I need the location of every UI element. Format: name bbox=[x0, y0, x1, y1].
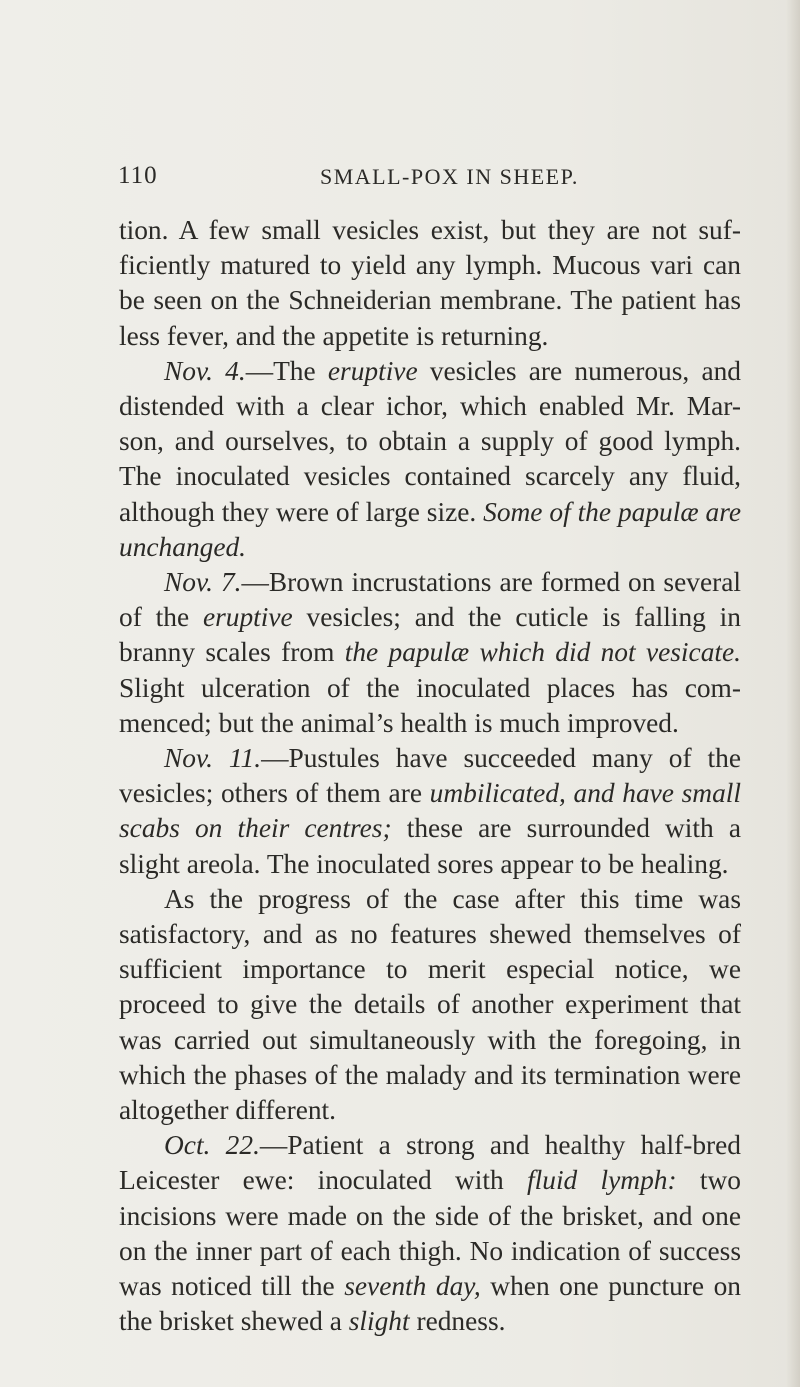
text-run: Slight ulceration of the inoculated places has com-menced; but the animal’s health is much improved. bbox=[119, 672, 741, 738]
text-run: vesicles; and the cuticle is falling in branny scales from bbox=[119, 602, 741, 668]
text-run: —Patient a strong and healthy half-bred Leicester ewe: inoculated with bbox=[119, 1130, 741, 1196]
italic-text: umbilicated, and have small scabs on their centres; bbox=[119, 778, 741, 844]
italic-text: Some of the papulæ are unchanged. bbox=[119, 496, 741, 562]
running-head bbox=[118, 162, 758, 198]
running-title: SMALL-POX IN SHEEP. bbox=[320, 164, 579, 189]
italic-text: eruptive bbox=[202, 602, 293, 633]
italic-text: Nov. 4. bbox=[164, 355, 246, 386]
italic-text: eruptive bbox=[327, 355, 418, 386]
page-number: 110 bbox=[118, 162, 158, 189]
text-run: —The bbox=[245, 355, 328, 386]
text-run: —Pustules have succeeded many of the vesicles; others of them are bbox=[119, 743, 741, 809]
text-run: —Brown incrustations are formed on several of the bbox=[119, 567, 741, 633]
paragraph-1 bbox=[119, 213, 741, 354]
text-run: when one puncture on the brisket shewed a bbox=[119, 1271, 741, 1337]
italic-text: Oct. 22. bbox=[164, 1130, 260, 1161]
paragraph-5 bbox=[119, 882, 741, 1128]
text-run: redness. bbox=[409, 1306, 506, 1337]
italic-text: fluid lymph: bbox=[527, 1165, 677, 1196]
page-edge-shadow bbox=[786, 0, 800, 1387]
italic-text: slight bbox=[348, 1306, 410, 1337]
italic-text: Nov. 11. bbox=[164, 743, 262, 774]
text-run: these are surrounded with a slight areola. The inoculated sores appear to be healing. bbox=[119, 813, 742, 879]
text-run: vesicles are numerous, and distended with a clear ichor, which enabled Mr. Mar-son, and ourselves, to obtain a supply of good lymph. The inoculated vesicles contained scarcely any fluid, although they were of large size. bbox=[119, 355, 742, 527]
text-run: two incisions were made on the side of the brisket, and one on the inner part of each thigh. No indication of success was noticed till the bbox=[119, 1165, 741, 1302]
text-run: As the progress of the case after this time was satisfactory, and as no features shewed themselves of sufficient importance to merit especial notice, we proceed to give the details of another experiment that was carried out simultaneously with the foregoing, in which the phases of the malady and its termination were altogether different. bbox=[119, 883, 741, 1126]
text-run: tion. A few small vesicles exist, but they are not suf-ficiently matured to yield any lymph. Mucous vari can be seen on the Schneiderian membrane. The patient has less fever, and the appetite is returning. bbox=[119, 215, 741, 351]
italic-text: seventh day, bbox=[344, 1271, 481, 1302]
paragraph-4 bbox=[119, 741, 741, 882]
paragraph-6 bbox=[119, 1128, 741, 1339]
italic-text: Nov. 7. bbox=[164, 567, 242, 598]
paragraph-3 bbox=[119, 565, 741, 741]
paragraph-2 bbox=[119, 354, 741, 565]
body-text bbox=[119, 213, 741, 1340]
italic-text: the papulæ which did not vesicate. bbox=[344, 637, 742, 668]
